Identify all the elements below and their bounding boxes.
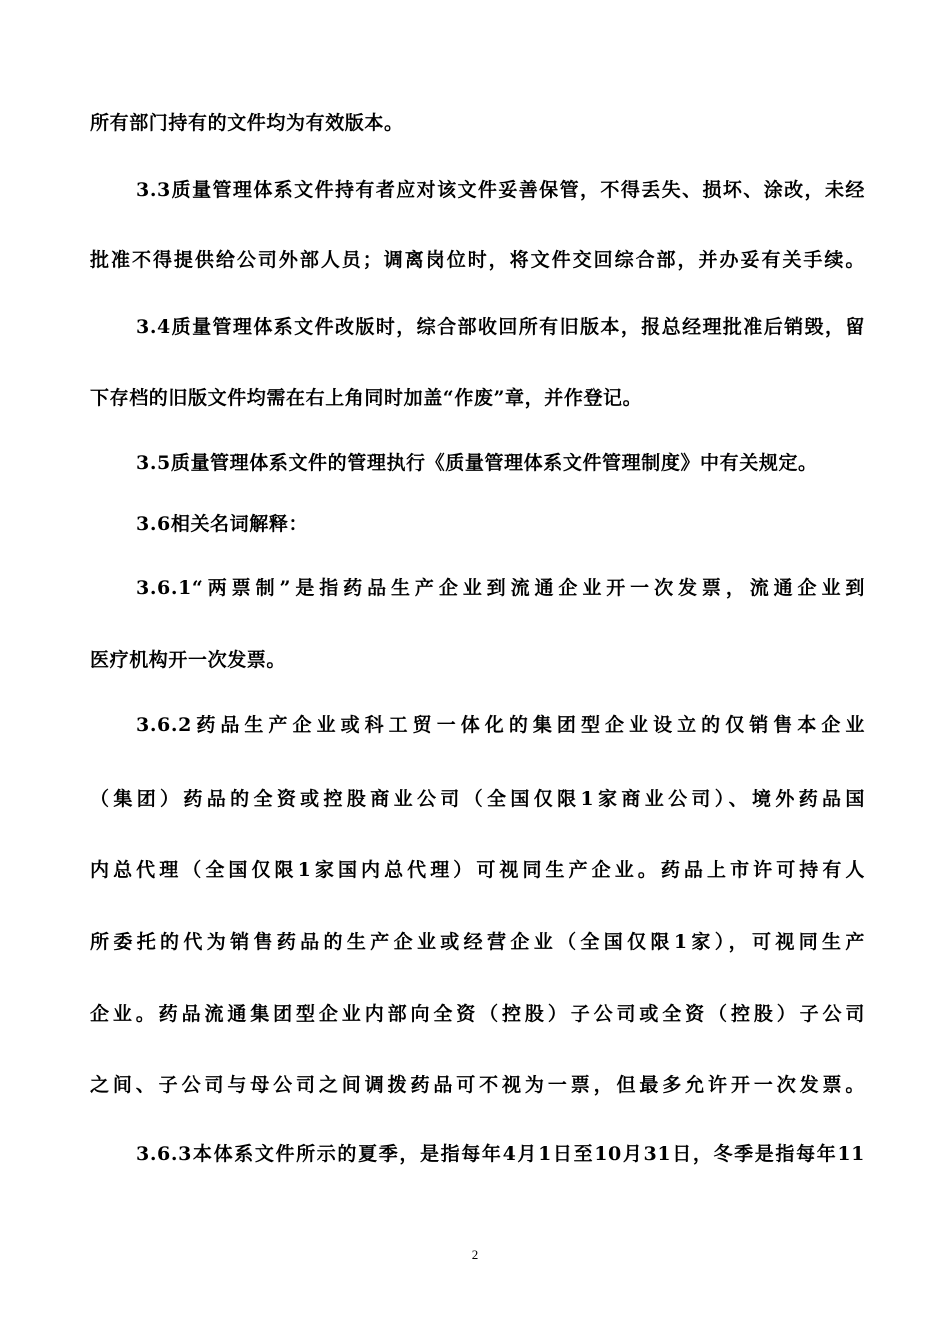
page-number: 2 [471,1247,479,1262]
text-line-5: 下存档的旧版文件均需在右上角同时加盖“作废”章，并作登记。 [90,387,643,409]
text-line-9: 医疗机构开一次发票。 [90,649,287,671]
text-line-6: 3.5质量管理体系文件的管理执行《质量管理体系文件管理制度》中有关规定。 [136,452,818,474]
text-line-2: 3.3质量管理体系文件持有者应对该文件妥善保管，不得丢失、损坏、涂改，未经 [136,179,865,201]
text-line-3: 批准不得提供给公司外部人员；调离岗位时，将文件交回综合部，并办妥有关手续。 [90,249,865,271]
text-line-12: 内总代理（全国仅限1家国内总代理）可视同生产企业。药品上市许可持有人 [90,859,865,881]
text-line-14: 企业。药品流通集团型企业内部向全资（控股）子公司或全资（控股）子公司 [90,1003,865,1025]
text-line-1: 所有部门持有的文件均为有效版本。 [90,112,404,134]
text-line-11: （集团）药品的全资或控股商业公司（全国仅限1家商业公司）、境外药品国 [90,788,865,810]
text-line-10: 3.6.2药品生产企业或科工贸一体化的集团型企业设立的仅销售本企业 [136,714,865,736]
text-line-8: 3.6.1“两票制”是指药品生产企业到流通企业开一次发票，流通企业到 [136,577,865,599]
text-line-13: 所委托的代为销售药品的生产企业或经营企业（全国仅限1家），可视同生产 [90,931,865,953]
text-line-16: 3.6.3本体系文件所示的夏季，是指每年4月1日至10月31日，冬季是指每年11 [136,1143,865,1165]
text-line-7: 3.6相关名词解释： [136,513,309,535]
text-line-4: 3.4质量管理体系文件改版时，综合部收回所有旧版本，报总经理批准后销毁，留 [136,316,865,338]
text-line-15: 之间、子公司与母公司之间调拨药品可不视为一票，但最多允许开一次发票。 [90,1074,865,1096]
